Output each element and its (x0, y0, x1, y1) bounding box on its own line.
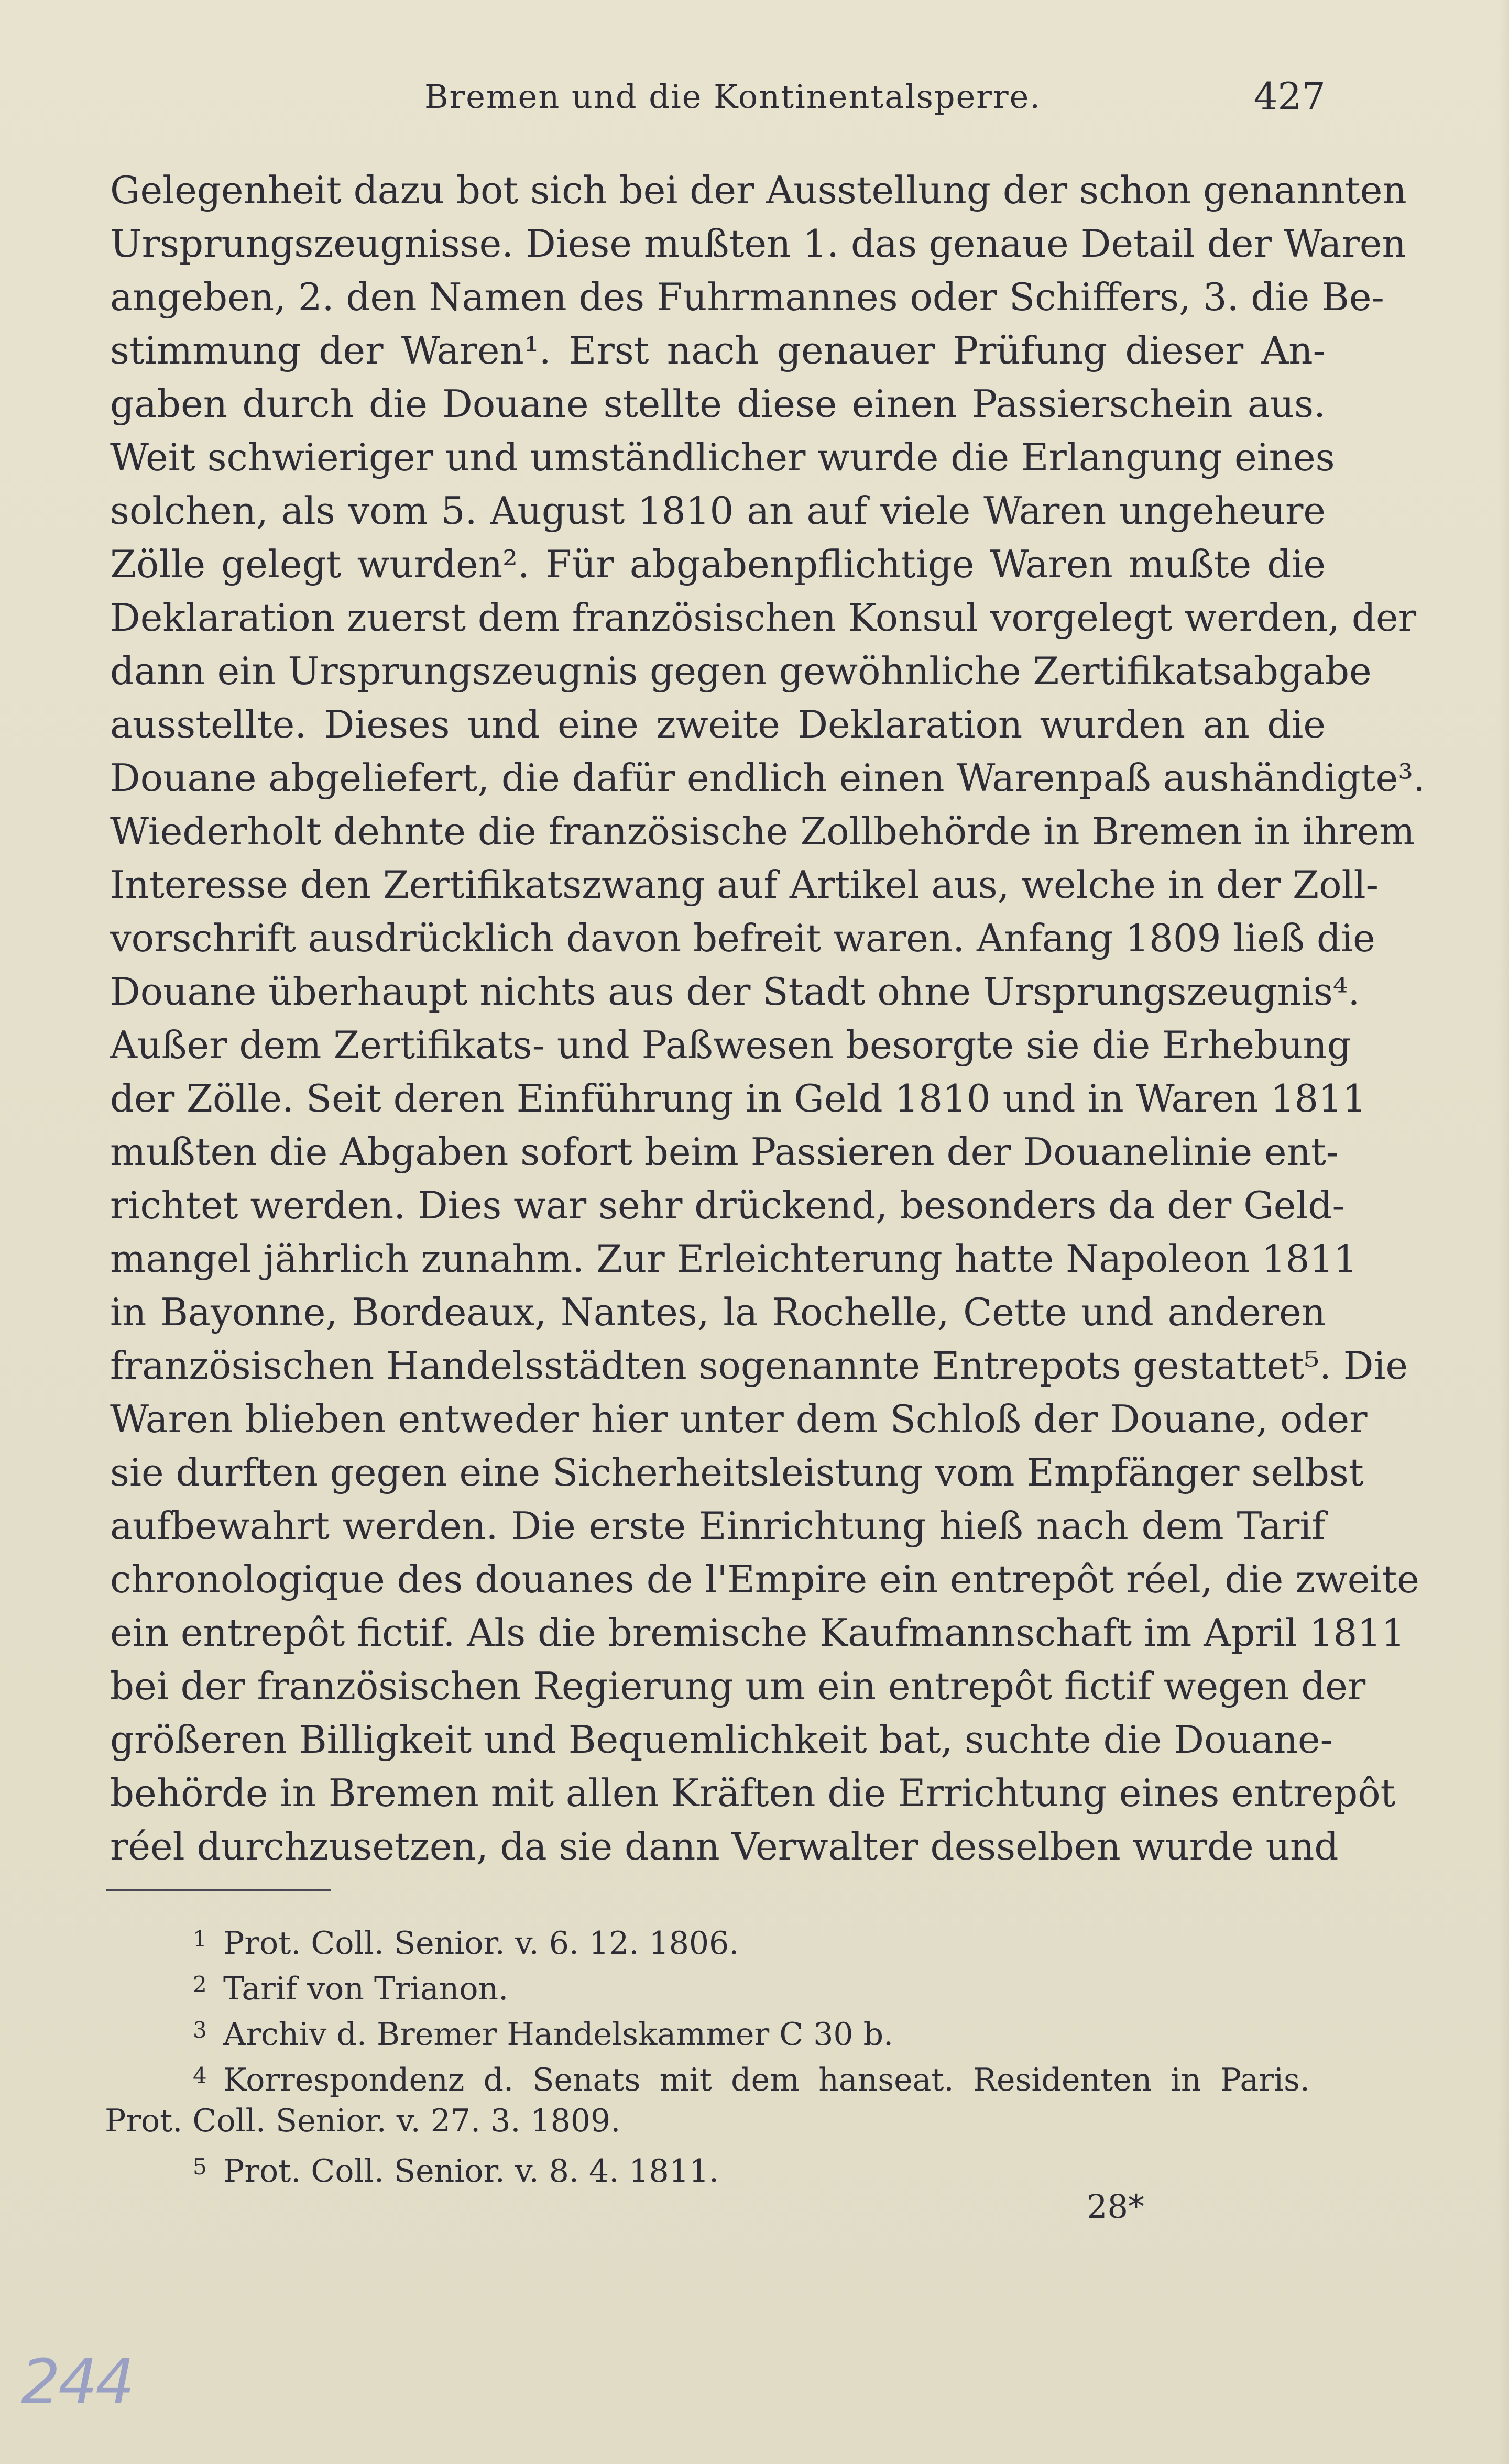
footnote-text: Prot. Coll. Senior. v. 6. 12. 1806. (223, 1925, 739, 1962)
footnote-text: Tarif von Trianon. (223, 1971, 509, 2007)
text-line: sie durften gegen eine Sicherheitsleistung vom Empfänger selbst (110, 1450, 1364, 1494)
body-text (110, 163, 1426, 1873)
text-line: Weit schwieriger und umständlicher wurde die Erlangung eines (110, 435, 1335, 479)
text-line: chronologique des douanes de l'Empire ein entrepôt réel, die zweite (110, 1557, 1419, 1601)
text-line: Ursprungszeugnisse. Diese mußten 1. das genaue Detail der Waren (110, 222, 1406, 266)
text-line: aufbewahrt werden. Die erste Einrichtung hieß nach dem Tarif (110, 1504, 1326, 1548)
footnote-number: 4 (193, 2063, 207, 2088)
page-number: 427 (1253, 74, 1326, 118)
footnote-1 (105, 1916, 1320, 1962)
footnote-number: 3 (193, 2017, 207, 2043)
text-line: in Bayonne, Bordeaux, Nantes, la Rochelle, Cette und anderen (110, 1290, 1326, 1334)
text-line: behörde in Bremen mit allen Kräften die Errichtung eines entrepôt (110, 1771, 1396, 1815)
text-line: Außer dem Zertifikats- und Paßwesen besorgte sie die Erhebung (110, 1023, 1351, 1067)
text-line: Waren blieben entweder hier unter dem Schloß der Douane, oder (110, 1397, 1368, 1441)
text-line: ausstellte. Dieses und eine zweite Deklaration wurden an die (110, 702, 1326, 746)
pencil-annotation: 244 (21, 2346, 133, 2418)
text-line: Zölle gelegt wurden². Für abgabenpflichtige Waren mußte die (110, 542, 1326, 586)
footnote-number: 5 (193, 2154, 207, 2180)
running-title: Bremen und die Kontinentalsperre. (424, 78, 1041, 116)
footnotes (105, 1916, 1320, 2190)
text-line: stimmung der Waren¹. Erst nach genauer Prüfung dieser An- (110, 328, 1326, 372)
text-line: der Zölle. Seit deren Einführung in Geld 1810 und in Waren 1811 (110, 1076, 1366, 1120)
text-line: richtet werden. Dies war sehr drückend, besonders da der Geld- (110, 1183, 1345, 1227)
text-line: solchen, als vom 5. August 1810 an auf viele Waren ungeheure (110, 489, 1326, 533)
text-line: Douane abgeliefert, die dafür endlich einen Warenpaß aushändigte³. (110, 756, 1426, 800)
text-line: dann ein Ursprungszeugnis gegen gewöhnliche Zertifikatsabgabe (110, 649, 1372, 693)
footnote-5 (105, 2144, 1320, 2190)
text-line: mußten die Abgaben sofort beim Passieren der Douanelinie ent- (110, 1130, 1339, 1174)
footnote-text: Prot. Coll. Senior. v. 27. 3. 1809. (105, 2103, 621, 2139)
footnote-divider (106, 1889, 331, 1891)
text-line: Wiederholt dehnte die französische Zollbehörde in Bremen in ihrem (110, 809, 1415, 853)
text-line: größeren Billigkeit und Bequemlichkeit bat, suchte die Douane- (110, 1718, 1333, 1762)
footnote-4 (105, 2053, 1320, 2098)
text-line: gaben durch die Douane stellte diese einen Passierschein aus. (110, 382, 1326, 426)
footnote-4-continuation (105, 2098, 1320, 2144)
text-line: réel durchzusetzen, da sie dann Verwalter desselben wurde und (110, 1824, 1339, 1868)
text-line: angeben, 2. den Namen des Fuhrmannes oder Schiffers, 3. die Be- (110, 275, 1384, 319)
text-line: ein entrepôt fictif. Als die bremische Kaufmannschaft im April 1811 (110, 1611, 1405, 1655)
page-header (110, 74, 1326, 119)
footnote-3 (105, 2007, 1320, 2053)
text-line: bei der französischen Regierung um ein entrepôt fictif wegen der (110, 1664, 1366, 1708)
signature-mark: 28* (1087, 2187, 1144, 2226)
footnote-text: Archiv d. Bremer Handelskammer C 30 b. (223, 2016, 894, 2053)
text-line: mangel jährlich zunahm. Zur Erleichterung hatte Napoleon 1811 (110, 1237, 1358, 1281)
text-line: Deklaration zuerst dem französischen Konsul vorgelegt werden, der (110, 596, 1417, 640)
text-line: Interesse den Zertifikatszwang auf Artikel aus, welche in der Zoll- (110, 863, 1379, 907)
text-line: vorschrift ausdrücklich davon befreit waren. Anfang 1809 ließ die (110, 916, 1375, 960)
text-line: Gelegenheit dazu bot sich bei der Ausstellung der schon genannten (110, 168, 1407, 212)
text-line: Douane überhaupt nichts aus der Stadt ohne Ursprungszeugnis⁴. (110, 970, 1360, 1014)
page-edge-shadow (1499, 0, 1509, 2464)
footnote-number: 1 (193, 1926, 207, 1952)
footnote-text: Prot. Coll. Senior. v. 8. 4. 1811. (223, 2153, 719, 2190)
text-line: französischen Handelsstädten sogenannte Entrepots gestattet⁵. Die (110, 1344, 1408, 1388)
footnote-text: Korrespondenz d. Senats mit dem hanseat. Residenten in Paris. (223, 2062, 1310, 2098)
footnote-number: 2 (193, 1972, 207, 1997)
footnote-2 (105, 1962, 1320, 2007)
